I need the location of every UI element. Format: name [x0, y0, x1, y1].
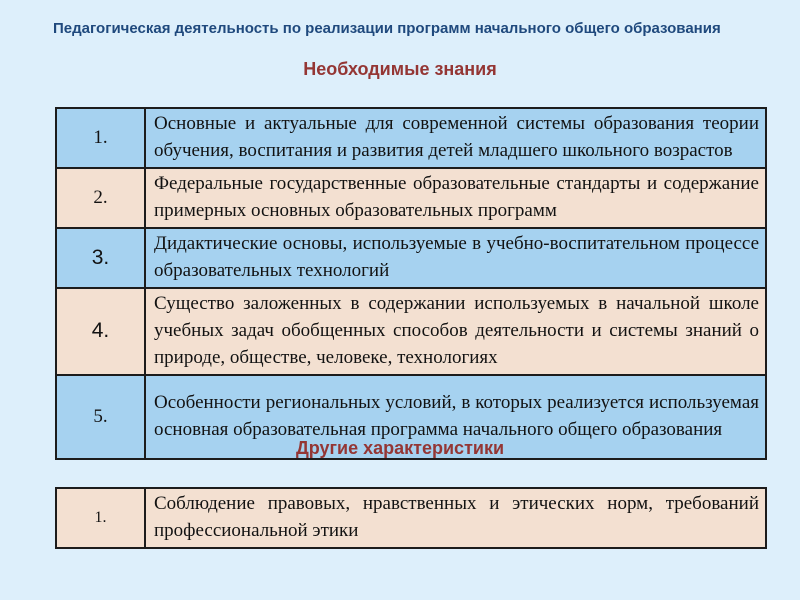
section-heading-knowledge: Необходимые знания	[303, 59, 497, 79]
row-text: Федеральные государственные образовательные стандарты и содержание примерных основных образовательных программ	[145, 168, 766, 228]
row-text: Дидактические основы, используемые в учебно-воспитательном процессе образовательных технологий	[145, 228, 766, 288]
row-number: 5.	[56, 375, 145, 459]
row-number: 1.	[56, 488, 145, 548]
knowledge-table	[55, 107, 767, 460]
section-heading-other-characteristics: Другие характеристики	[295, 438, 505, 458]
row-text: Соблюдение правовых, нравственных и этических норм, требований профессиональной этики	[145, 488, 766, 548]
row-text: Существо заложенных в содержании используемых в начальной школе учебных задач обобщенных способов деятельности и системы знаний о природе, обществе, человеке, технологиях	[145, 288, 766, 375]
row-number: 3.	[56, 228, 145, 288]
slide-title: Педагогическая деятельность по реализации программ начального общего образования	[53, 20, 721, 37]
table-row	[56, 228, 766, 288]
table-row	[56, 488, 766, 548]
row-number: 1.	[56, 108, 145, 168]
row-text: Особенности региональных условий, в которых реализуется используемая основная образовательная программа начального общего образования	[145, 375, 766, 459]
row-number: 4.	[56, 288, 145, 375]
table-row	[56, 168, 766, 228]
row-number: 2.	[56, 168, 145, 228]
other-characteristics-table	[55, 487, 767, 549]
table-row	[56, 108, 766, 168]
table-row	[56, 288, 766, 375]
row-text: Основные и актуальные для современной системы образования теории обучения, воспитания и развития детей младшего школьного возрастов	[145, 108, 766, 168]
